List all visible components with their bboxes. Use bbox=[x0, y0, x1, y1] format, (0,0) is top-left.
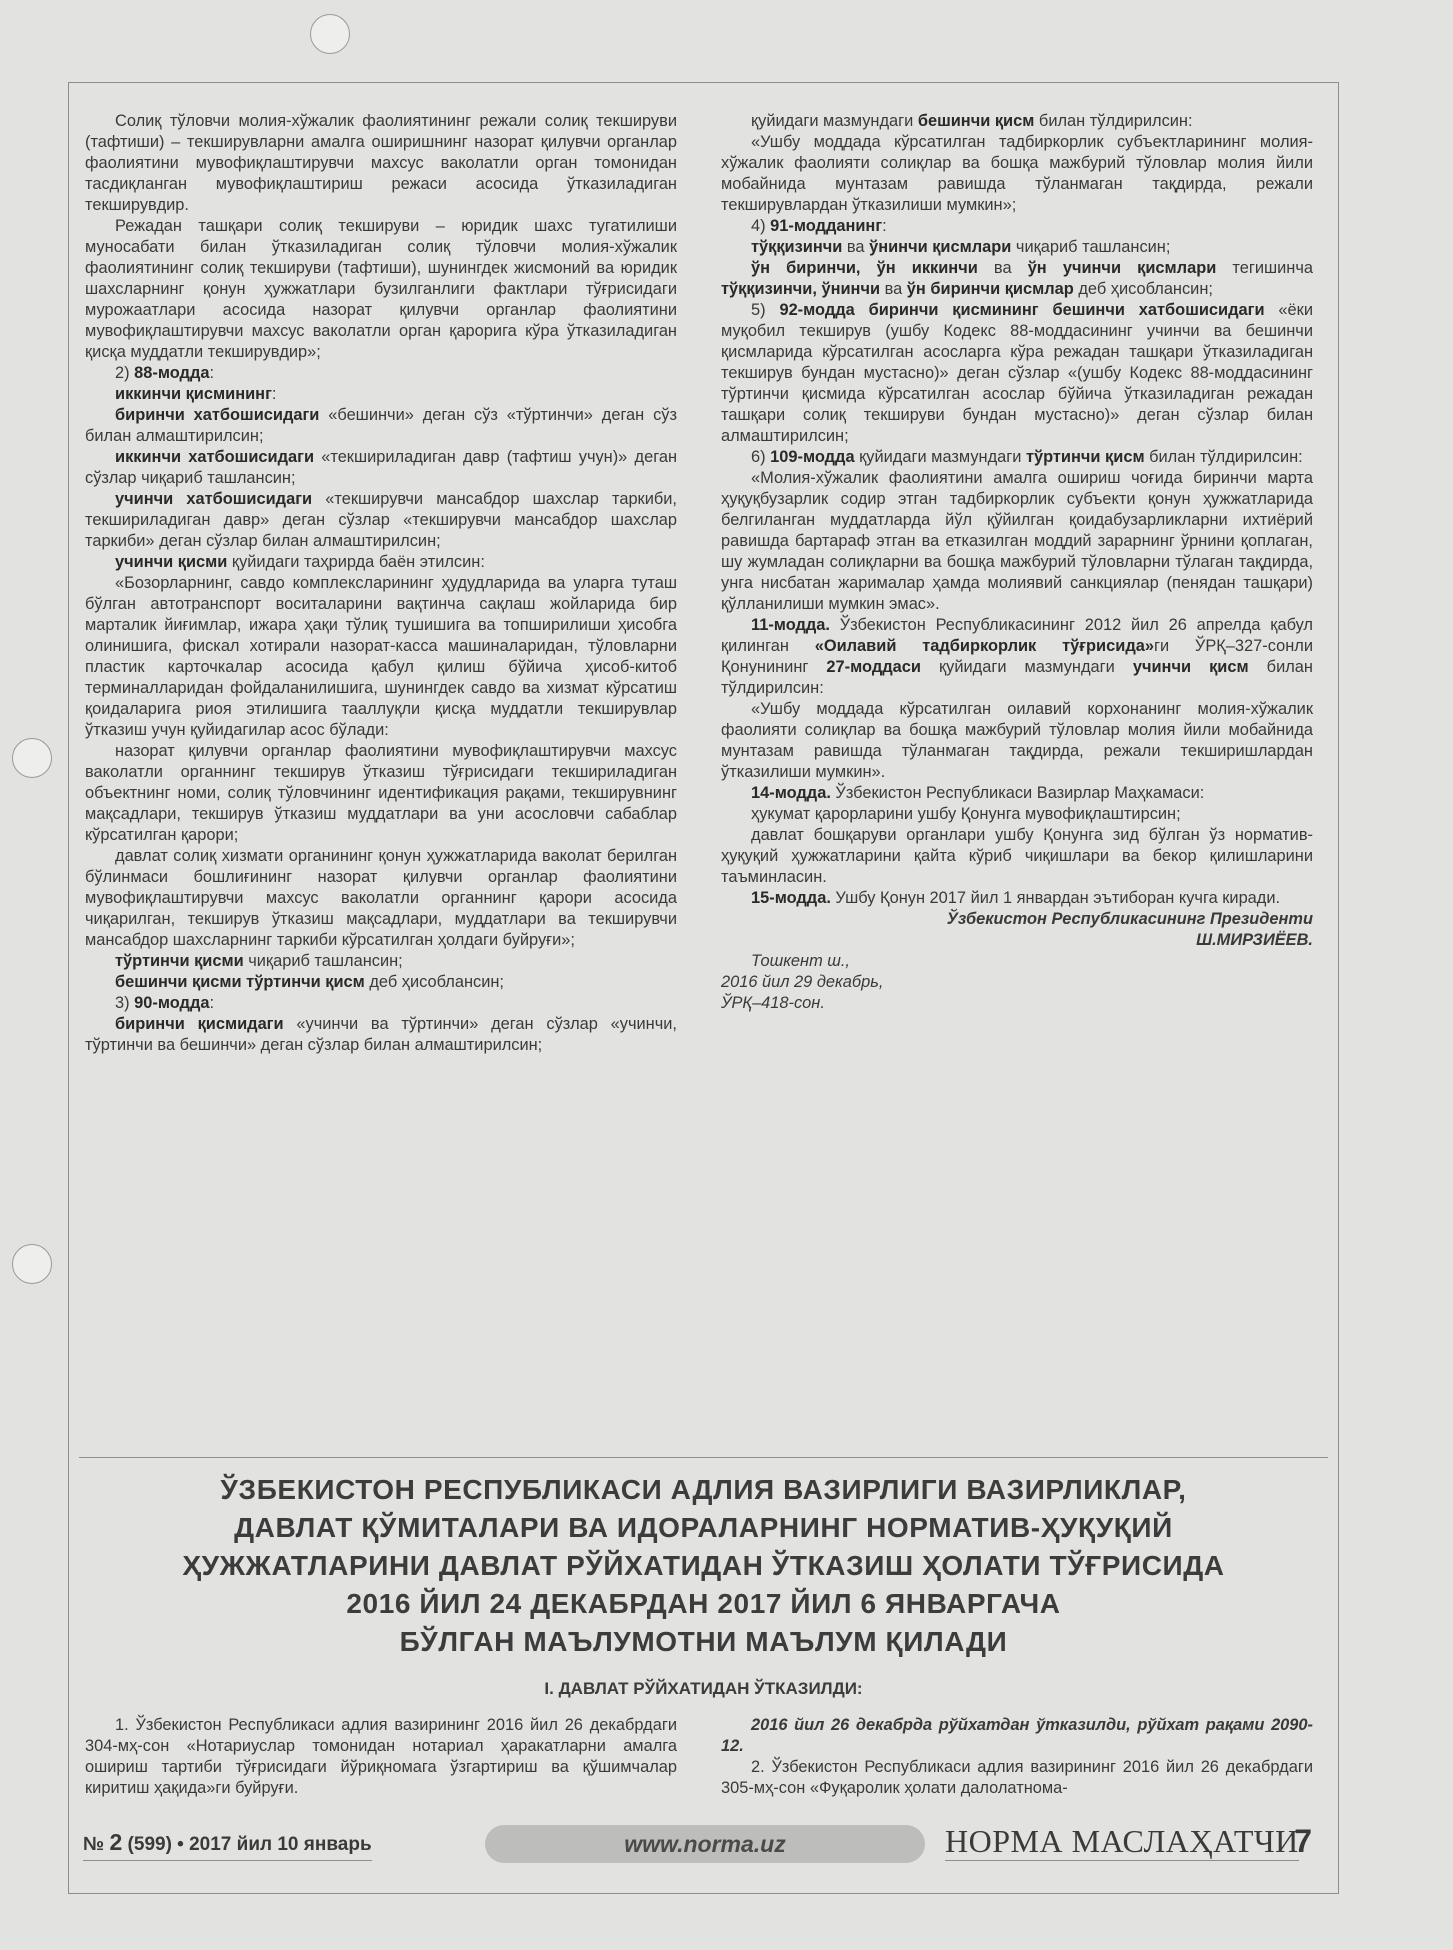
paragraph: 3) 90-модда: bbox=[115, 994, 215, 1012]
dateline-city: Тошкент ш., bbox=[751, 952, 850, 970]
section-heading: I. ДАВЛАТ РЎЙХАТИДАН ЎТКАЗИЛДИ: bbox=[544, 1679, 863, 1698]
section-divider bbox=[79, 1457, 1328, 1458]
paragraph: тўртинчи қисми чиқариб ташлансин; bbox=[115, 952, 403, 970]
issue-info: № 2 (599) • 2017 йил 10 январь bbox=[83, 1829, 372, 1861]
paragraph: Режадан ташқари солиқ текшируви – юридик шахс тугатилиши муносабати билан ўтказиладиган солиқ тўловчи молия-хўжалик фаолиятининг солиқ текшируви (тафтиши), шунингдек жисмоний ва юридик шахсларнинг қонун ҳужжатлари бузилганлиги фактлари тўғрисидаги мурожаатлари асосида назорат қилувчи органлар фаолиятини мувофиқлаштирувчи махсус ваколатли орган қарорига кўра ўтказиладиган қисқа муддатли текширувдир»; bbox=[85, 217, 677, 361]
website-link: www.norma.uz bbox=[485, 1825, 925, 1863]
bottom-right-column bbox=[721, 1715, 1313, 1799]
paragraph: учинчи хатбошисидаги «текширувчи мансабдор шахслар таркиби, текшириладиган давр» деган сўзлар «текширувчи мансабдор шахслар таркиби» деган сўзлар билан алмаштирилсин; bbox=[85, 490, 677, 550]
paragraph: ҳукумат қарорларини ушбу Қонунга мувофиқлаштирсин; bbox=[751, 805, 1181, 823]
page-frame bbox=[68, 82, 1339, 1894]
paragraph: Солиқ тўловчи молия-хўжалик фаолиятининг режали солиқ текшируви (тафтиши) – текширувларни амалга оширишнинг назорат қилувчи органлар фаолиятини мувофиқлаштирувчи махсус ваколатли орган томонидан тасдиқланган мувофиқлаштириш режаси асосида ўтказиладиган текширувдир. bbox=[85, 112, 677, 214]
paragraph: назорат қилувчи органлар фаолиятини мувофиқлаштирувчи махсус ваколатли органнинг текширув ўтказиш тўғрисидаги текшириладиган объектнинг номи, солиқ тўловчининг идентификация рақами, текширувнинг мақсадлари, текширув ўтказиш муддатлари ва уни асословчи сабаблар кўрсатилган қарори; bbox=[85, 742, 677, 844]
dateline-date: 2016 йил 29 декабрь, bbox=[721, 973, 884, 991]
paragraph: тўққизинчи ва ўнинчи қисмлари чиқариб ташлансин; bbox=[751, 238, 1171, 256]
paragraph: ўн биринчи, ўн иккинчи ва ўн учинчи қисмлари тегишинча тўққизинчи, ўнинчи ва ўн биринчи қисмлар деб ҳисоблансин; bbox=[721, 259, 1314, 298]
binder-hole-bottom bbox=[12, 1244, 52, 1284]
signature-name: Ш.МИРЗИЁЕВ. bbox=[1196, 931, 1313, 949]
paragraph: давлат бошқаруви органлари ушбу Қонунга зид бўлган ўз норматив-ҳуқуқий ҳужжатларини қайта кўриб чиқишлари ва бекор қилишларини таъминласин. bbox=[721, 826, 1313, 886]
paragraph: «Бозорларнинг, савдо комплексларининг ҳудудларида ва уларга туташ бўлган автотранспорт воситаларини вақтинча сақлаш жойларида бир марталик йиғимлар, ижара ҳақи тўлиқ тушишига ва топширилиши ҳисобга олинишига, фискал хотирали назорат-касса машиналаридан, тўловларни пластик карточкалар асосида қабул қилиш бўйича ҳисоб-китоб терминалларидан фойдаланилишига, шунингдек савдо ва хизмат кўрсатиш қоидаларига риоя этилишига тааллуқли қисқа муддатли текширувлар ўтказиш учун қуйидагилар асос бўлади: bbox=[85, 574, 677, 739]
paragraph: 2. Ўзбекистон Республикаси адлия вазирининг 2016 йил 26 декабрдаги 305-мҳ-сон «Фуқаролик ҳолати далолатнома- bbox=[721, 1758, 1313, 1797]
paragraph: биринчи қисмидаги «учинчи ва тўртинчи» деган сўзлар «учинчи, тўртинчи ва бешинчи» деган сўзлар билан алмаштирилсин; bbox=[85, 1015, 677, 1054]
paragraph: 15-модда. Ушбу Қонун 2017 йил 1 январдан эътиборан кучга киради. bbox=[751, 889, 1281, 907]
paragraph: иккинчи қисмининг: bbox=[115, 385, 277, 403]
paragraph: «Ушбу моддада кўрсатилган оилавий корхонанинг молия-хўжалик фаолияти солиқлар ва бошқа мажбурий тўловлар молия йили мобайнида мунтазам равишда тўланмаган тақдирда, режали текширишлардан ўтказилиши мумкин». bbox=[721, 700, 1313, 781]
publication-name: НОРМА МАСЛАҲАТЧИ bbox=[945, 1823, 1299, 1859]
right-text-column bbox=[721, 111, 1313, 1014]
paragraph: «Ушбу моддада кўрсатилган тадбиркорлик субъектларининг молия-хўжалик фаолияти солиқлар ва бошқа мажбурий тўловлар молия йили мобайнида мунтазам равишда тўланмаган тақдирда, режали текширувлардан ўтказилиши мумкин»; bbox=[721, 133, 1313, 214]
paragraph: 1. Ўзбекистон Республикаси адлия вазирининг 2016 йил 26 декабрдаги 304-мҳ-сон «Нотариуслар томонидан нотариал ҳаракатларни амалга ошириш тартиби тўғрисидаги йўриқномага ўзгартириш ва қўшимчалар киритиш ҳақида»ги буйруғи. bbox=[85, 1716, 677, 1797]
announcement-heading: ЎЗБЕКИСТОН РЕСПУБЛИКАСИ АДЛИЯ ВАЗИРЛИГИ ВАЗИРЛИКЛАР, ДАВЛАТ ҚЎМИТАЛАРИ ВА ИДОРАЛАРНИНГ НОРМАТИВ-ҲУҚУҚИЙ ҲУЖЖАТЛАРИНИ ДАВЛАТ РЎЙХАТИДАН ЎТКАЗИШ ҲОЛАТИ ТЎҒРИСИДА 2016 ЙИЛ 24 ДЕКАБРДАН 2017 ЙИЛ 6 ЯНВАРГАЧА БЎЛГАН МАЪЛУМОТНИ МАЪЛУМ ҚИЛАДИ bbox=[182, 1474, 1225, 1657]
paragraph: қуйидаги мазмундаги бешинчи қисм билан тўлдирилсин: bbox=[751, 112, 1193, 130]
paragraph: давлат солиқ хизмати органининг қонун ҳужжатларида ваколат берилган бўлинмаси бошлиғининг назорат қилувчи органлар фаолиятини мувофиқлаштирувчи махсус ваколатли органнинг қарори асосида чиқарилган, текширув ўтказиш мақсадлари, муддатлари ва текширувчи мансабдор шахсларнинг таркиби кўрсатилган ҳолдаги буйруғи»; bbox=[85, 847, 677, 949]
paragraph: учинчи қисми қуйидаги таҳрирда баён этилсин: bbox=[115, 553, 485, 571]
dateline-number: ЎРҚ–418-сон. bbox=[721, 994, 825, 1012]
paragraph: бешинчи қисми тўртинчи қисм деб ҳисоблансин; bbox=[115, 973, 504, 991]
binder-hole-top bbox=[310, 14, 350, 54]
paragraph: 2) 88-модда: bbox=[115, 364, 215, 382]
paragraph: 14-модда. Ўзбекистон Республикаси Вазирлар Маҳкамаси: bbox=[751, 784, 1205, 802]
paragraph: иккинчи хатбошисидаги «текшириладиган давр (тафтиш учун)» деган сўзлар чиқариб ташлансин; bbox=[85, 448, 677, 487]
signature-title: Ўзбекистон Республикасининг Президенти bbox=[946, 910, 1313, 928]
page-number: 7 bbox=[1294, 1823, 1312, 1859]
paragraph: «Молия-хўжалик фаолиятини амалга ошириш чоғида биринчи марта ҳуқуқбузарлик содир этган тадбиркорлик субъекти қонун ҳужжатларида белгиланган муддатларда йўл қўйилган қоидабузарликларни ихтиёрий равишда бартараф этган ва етказилган моддий зарарнинг ўрнини қоплаган, шу жумладан солиқларни ва бошқа мажбурий тўловларни тўлаган тақдирда, унга нисбатан жарималар ҳамда молиявий санкциялар (пенядан ташқари) қўлланилиши мумкин эмас». bbox=[721, 469, 1313, 613]
bottom-left-column bbox=[85, 1715, 677, 1799]
paragraph: 4) 91-модданинг: bbox=[751, 217, 887, 235]
left-text-column bbox=[85, 111, 677, 1056]
paragraph: биринчи хатбошисидаги «бешинчи» деган сўз «тўртинчи» деган сўз билан алмаштирилсин; bbox=[85, 406, 677, 445]
paragraph: 11-модда. Ўзбекистон Республикасининг 2012 йил 26 апрелда қабул қилинган «Оилавий тадбиркорлик тўғрисида»ги ЎРҚ–327-сонли Қонунининг 27-моддаси қуйидаги мазмундаги учинчи қисм билан тўлдирилсин: bbox=[721, 616, 1313, 697]
paragraph: 5) 92-модда биринчи қисмининг бешинчи хатбошисидаги «ёки муқобил текширув (ушбу Кодекс 88-моддасининг учинчи ва бешинчи қисмларида кўрсатилган асосларга кўра режадан ташқари ўтказиладиган текширув бундан мустасно)» деган сўзлар «(ушбу Кодекс 88-моддасининг тўртинчи қисмида кўрсатилган асослар бўйича ўтказиладиган режадан ташқари солиқ текшируви бундан мустасно)» деган сўзлар билан алмаштирилсин; bbox=[721, 301, 1313, 445]
registration-note: 2016 йил 26 декабрда рўйхатдан ўтказилди, рўйхат рақами 2090-12. bbox=[721, 1716, 1313, 1755]
page-footer bbox=[69, 1823, 1338, 1863]
paragraph: 6) 109-модда қуйидаги мазмундаги тўртинчи қисм билан тўлдирилсин: bbox=[751, 448, 1303, 466]
binder-hole-middle bbox=[12, 738, 52, 778]
